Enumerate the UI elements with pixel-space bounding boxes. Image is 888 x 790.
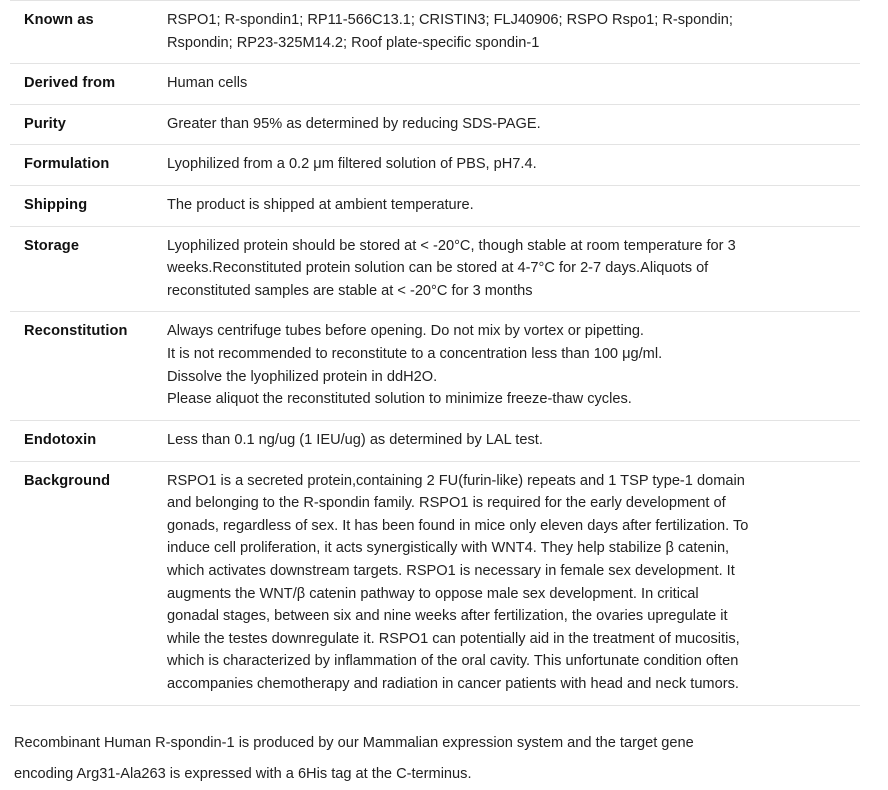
spec-value <box>163 186 860 227</box>
footer-note-line: Recombinant Human R-spondin-1 is produced by our Mammalian expression system and the target gene <box>14 734 694 751</box>
spec-label: Formulation <box>24 156 110 173</box>
spec-value <box>163 461 860 705</box>
spec-value-line: augments the WNT/β catenin pathway to oppose male sex development. In critical <box>167 585 699 602</box>
table-row <box>10 1 860 64</box>
spec-value <box>163 64 860 105</box>
spec-label: Storage <box>24 237 80 254</box>
spec-value-line: RSPO1 is a secreted protein,containing 2 FU(furin-like) repeats and 1 TSP type-1 domain <box>167 472 745 489</box>
spec-value-line: gonads, regardless of sex. It has been found in mice only eleven days after fertilization. To <box>167 517 749 534</box>
spec-label: Purity <box>24 115 66 132</box>
table-row <box>10 312 860 420</box>
table-row <box>10 64 860 105</box>
spec-value <box>163 420 860 461</box>
table-row <box>10 104 860 145</box>
spec-label: Shipping <box>24 197 88 214</box>
spec-label: Background <box>24 472 111 489</box>
table-row <box>10 186 860 227</box>
spec-value-line: accompanies chemotherapy and radiation in cancer patients with head and neck tumors. <box>167 676 739 693</box>
spec-value-line: Lyophilized from a 0.2 μm filtered solution of PBS, pH7.4. <box>167 156 537 173</box>
spec-value-line: reconstituted samples are stable at < -20°C for 3 months <box>167 282 533 299</box>
spec-value-line: while the testes downregulate it. RSPO1 can potentially aid in the treatment of mucositis, <box>167 630 740 647</box>
spec-value-line: Greater than 95% as determined by reducing SDS-PAGE. <box>167 115 541 132</box>
spec-value-line: It is not recommended to reconstitute to a concentration less than 100 μg/ml. <box>167 346 663 363</box>
spec-label: Derived from <box>24 75 116 92</box>
spec-value-line: Please aliquot the reconstituted solution to minimize freeze-thaw cycles. <box>167 391 632 408</box>
spec-value-line: induce cell proliferation, it acts synergistically with WNT4. They help stabilize β catenin, <box>167 540 730 557</box>
table-row <box>10 145 860 186</box>
spec-value-line: The product is shipped at ambient temperature. <box>167 197 474 214</box>
footer-note <box>14 728 854 790</box>
table-row <box>10 226 860 312</box>
spec-value-line: which activates downstream targets. RSPO1 is necessary in female sex development. It <box>167 562 735 579</box>
spec-label: Endotoxin <box>24 431 97 448</box>
spec-value-line: which is characterized by inflammation of the oral cavity. This unfortunate condition often <box>167 653 739 670</box>
spec-value-line: Always centrifuge tubes before opening. Do not mix by vortex or pipetting. <box>167 323 644 340</box>
footer-note-line: encoding Arg31-Ala263 is expressed with a 6His tag at the C-terminus. <box>14 766 472 782</box>
spec-value-line: gonadal stages, between six and nine weeks after fertilization, the ovaries upregulate it <box>167 608 728 625</box>
spec-value-line: Rspondin; RP23-325M14.2; Roof plate-specific spondin-1 <box>167 34 540 51</box>
product-specification-table <box>10 0 860 706</box>
spec-value <box>163 226 860 312</box>
spec-value <box>163 145 860 186</box>
spec-value <box>163 312 860 420</box>
spec-value-line: Dissolve the lyophilized protein in ddH2O. <box>167 368 438 385</box>
table-row <box>10 420 860 461</box>
spec-value-line: Less than 0.1 ng/ug (1 IEU/ug) as determined by LAL test. <box>167 431 543 448</box>
spec-value <box>163 1 860 64</box>
spec-value-line: weeks.Reconstituted protein solution can be stored at 4-7°C for 2-7 days.Aliquots of <box>167 260 709 277</box>
spec-table-body <box>10 1 860 706</box>
spec-value <box>163 104 860 145</box>
spec-value-line: Lyophilized protein should be stored at < -20°C, though stable at room temperature for 3 <box>167 237 736 254</box>
spec-value-line: RSPO1; R-spondin1; RP11-566C13.1; CRISTIN3; FLJ40906; RSPO Rspo1; R-spondin; <box>167 12 733 28</box>
spec-label: Known as <box>24 12 94 28</box>
spec-value-line: and belonging to the R-spondin family. RSPO1 is required for the early development of <box>167 495 726 512</box>
spec-label: Reconstitution <box>24 323 128 340</box>
table-row <box>10 461 860 705</box>
spec-value-line: Human cells <box>167 75 248 92</box>
